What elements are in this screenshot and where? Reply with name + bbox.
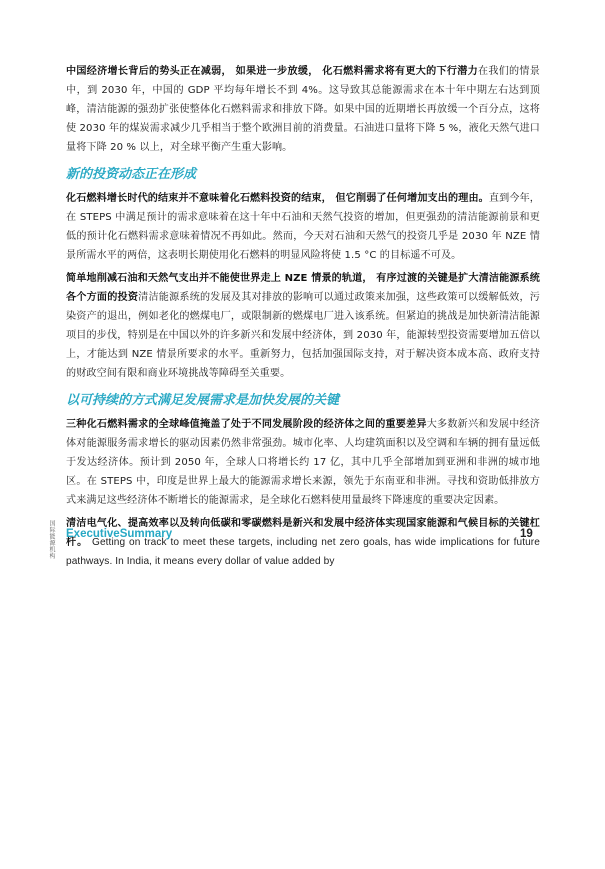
section-heading-development: 以可持续的方式满足发展需求是加快发展的关键 <box>66 393 340 408</box>
paragraph-electrification <box>66 514 540 571</box>
paragraph-text: 清洁能源系统的发展及其对排放的影响可以通过政策来加强，这些政策可以缓解低效，污染资产的退出，例如老化的燃煤电厂，或限制新的燃煤电厂进入该系统。但紧迫的挑战是加快新清洁能源项目的步伐，特别是在中国以外的许多新兴和发展中经济体，到 2030 年，能源转型投资需要增加五倍以上，才能达到 NZE 情景所要求的水平。重新努力，包括加强国际支持，对于解决资本成本高、政府支持的财政空间有限和商业环境挑战等障碍至关重要。 <box>66 292 540 379</box>
paragraph-lead: 清洁电气化、提高效率以及转向低碳和零碳燃料是新兴和发展中经济体实现国家能源和气候目标的关键杠杆。 <box>66 518 540 548</box>
paragraph-lead: 三种化石燃料需求的全球峰值掩盖了处于不同发展阶段的经济体之间的重要差异 <box>66 419 427 430</box>
paragraph-clean-energy-investment <box>66 269 540 383</box>
paragraph-lead: 化石燃料增长时代的结束并不意味着化石燃料投资的结束， 但它削弱了任何增加支出的理由。 <box>66 193 489 204</box>
paragraph-investment <box>66 189 540 265</box>
paragraph-text: 大多数新兴和发展中经济体对能源服务需求增长的驱动因素仍然非常强劲。城市化率、人均建筑面积以及空调和车辆的拥有量远低于发达经济体。预计到 2050 年，全球人口将增长约 17 亿，其中几乎全部增加到亚洲和非洲的城市地区。在 STEPS 中，印度是世界上最大的能源需求增长来源，领先于东南亚和非洲。寻找和资助低排放方式来满足这些经济体不断增长的能源需求，是全球化石燃料使用量最终下降速度的重要决定因素。 <box>66 419 540 506</box>
document-body <box>66 62 540 575</box>
paragraph-text: 直到今年，在 STEPS 中满足预计的需求意味着在这十年中石油和天然气投资的增加，但更强劲的清洁能源前景和更低的预计化石燃料需求意味着情况不再如此。然而，今天对石油和天然气的投资几乎是 2030 年 NZE 情景所需水平的两倍，这表明长期使用化石燃料的明显风险将使 1.5 °C 的目标遥不可及。 <box>66 193 541 261</box>
paragraph-demand-drivers <box>66 415 540 510</box>
paragraph-lead: 中国经济增长背后的势头正在减弱， 如果进一步放缓， 化石燃料需求将有更大的下行潜力 <box>66 66 478 77</box>
paragraph-china-growth <box>66 62 540 157</box>
paragraph-text: 在我们的情景中，到 2030 年，中国的 GDP 平均每年增长不到 4%。这导致其总能源需求在本十年中期左右达到顶峰，清洁能源的强劲扩张使整体化石燃料需求和排放下降。如果中国的近期增长再放缓一个百分点，这将使 2030 年的煤炭需求减少几乎相当于整个欧洲目前的消费量。石油进口量将下降 5 %，液化天然气进口量将下降 20 % 以上，对全球平衡产生重大影响。 <box>66 66 540 153</box>
side-watermark: 国际能源机构 <box>48 520 55 559</box>
section-heading-investment: 新的投资动态正在形成 <box>66 167 197 182</box>
paragraph-lead: 简单地削减石油和天然气支出并不能使世界走上 NZE 情景的轨道， 有序过渡的关键是扩大清洁能源系统各个方面的投资 <box>66 273 540 303</box>
footer-title: ExecutiveSummary <box>66 528 173 540</box>
paragraph-text: Getting on track to meet these targets, including net zero goals, has wide implications for future pathways. In India, it means every dollar of value added by <box>66 537 540 567</box>
page-number: 19 <box>520 528 533 540</box>
